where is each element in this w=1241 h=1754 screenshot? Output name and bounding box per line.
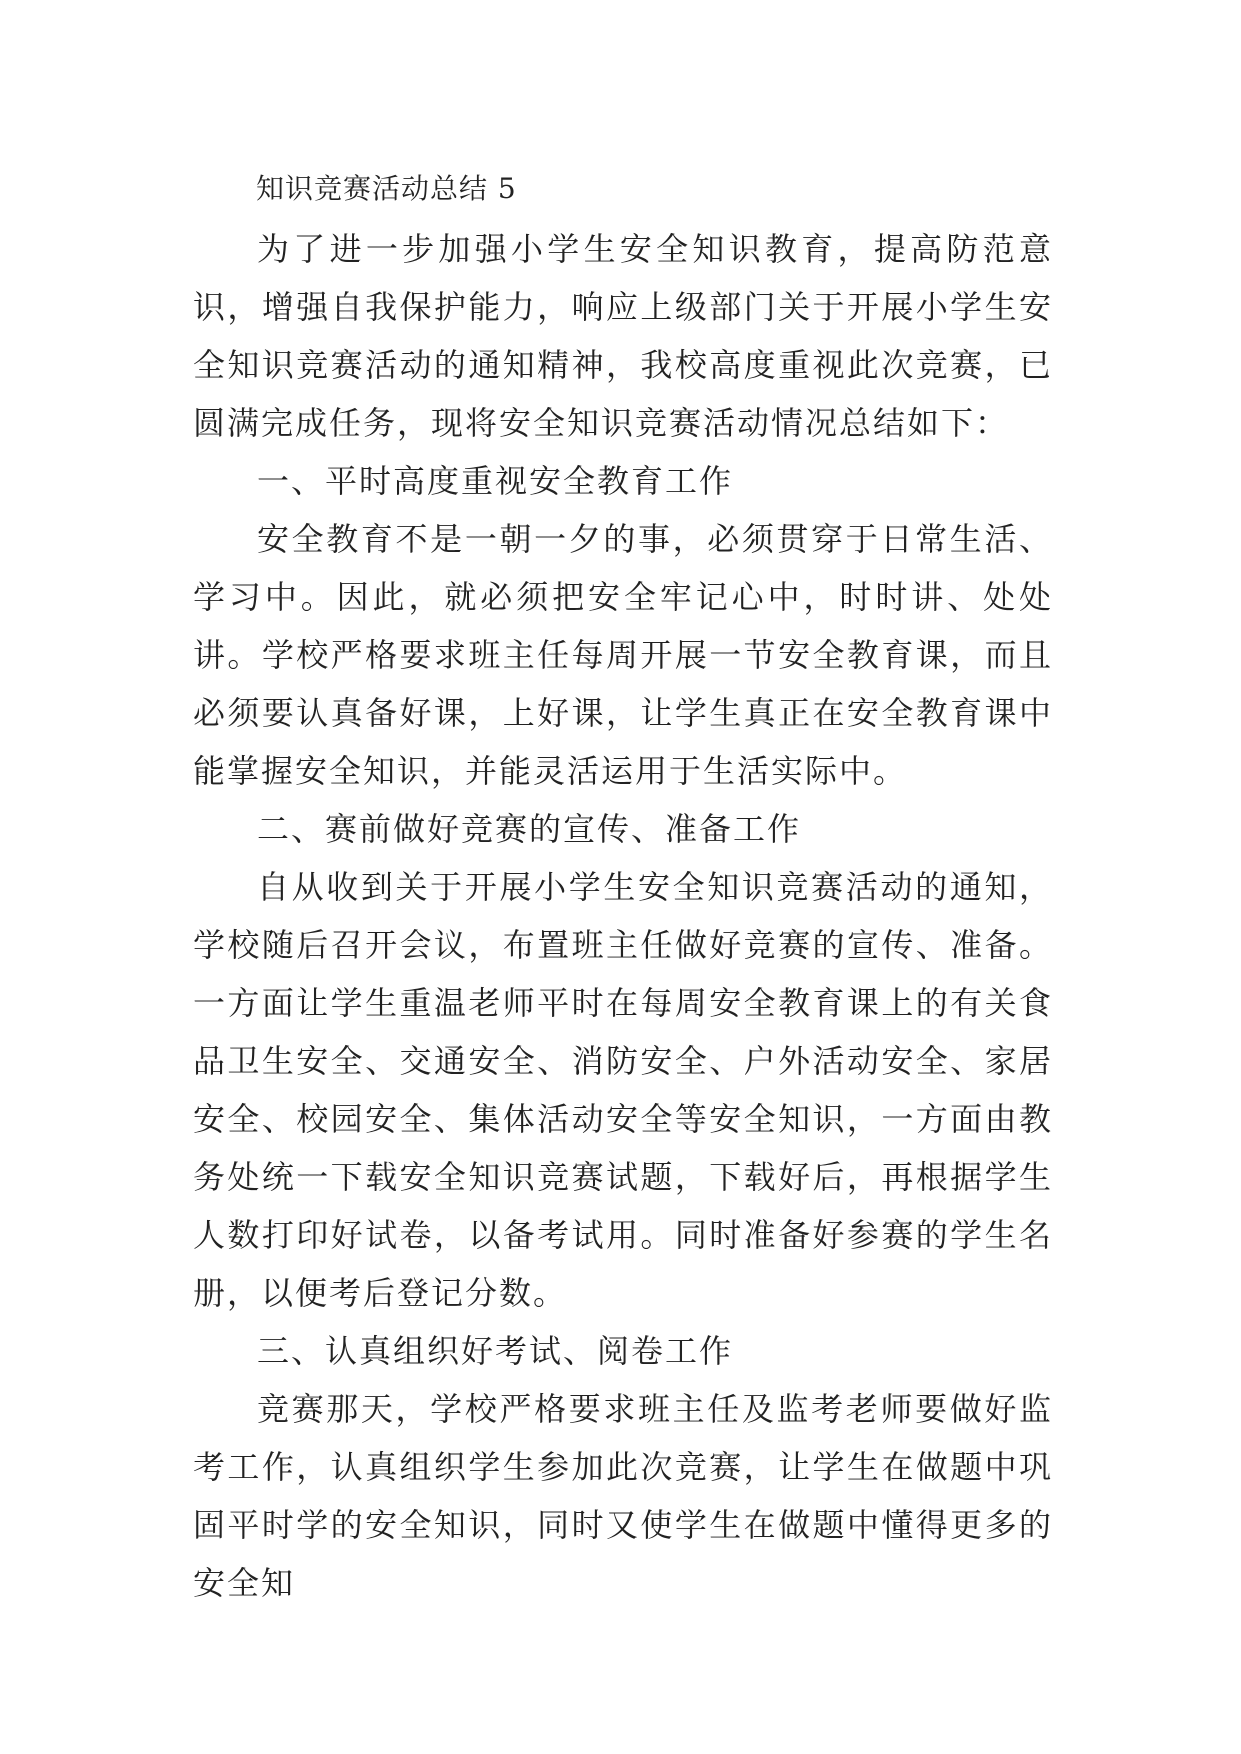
document-body bbox=[193, 160, 1053, 1612]
section-heading-2: 二、赛前做好竞赛的宣传、准备工作 bbox=[257, 810, 802, 848]
document-title: 知识竞赛活动总结 5 bbox=[256, 172, 517, 205]
section-heading-3: 三、认真组织好考试、阅卷工作 bbox=[257, 1332, 734, 1370]
section-3-paragraph: 竞赛那天，学校严格要求班主任及监考老师要做好监考工作，认真组织学生参加此次竞赛，让学生在做题中巩固平时学的安全知识，同时又使学生在做题中懂得更多的安全知 bbox=[193, 1390, 1053, 1602]
intro-paragraph: 为了进一步加强小学生安全知识教育，提高防范意识，增强自我保护能力，响应上级部门关于开展小学生安全知识竞赛活动的通知精神，我校高度重视此次竞赛，已圆满完成任务，现将安全知识竞赛活动情况总结如下： bbox=[193, 230, 1053, 442]
section-2-paragraph: 自从收到关于开展小学生安全知识竞赛活动的通知，学校随后召开会议，布置班主任做好竞赛的宣传、准备。一方面让学生重温老师平时在每周安全教育课上的有关食品卫生安全、交通安全、消防安全、户外活动安全、家居安全、校园安全、集体活动安全等安全知识，一方面由教务处统一下载安全知识竞赛试题，下载好后，再根据学生人数打印好试卷，以备考试用。同时准备好参赛的学生名册，以便考后登记分数。 bbox=[193, 868, 1053, 1312]
section-heading-1: 一、平时高度重视安全教育工作 bbox=[257, 462, 734, 500]
section-1-paragraph: 安全教育不是一朝一夕的事，必须贯穿于日常生活、学习中。因此，就必须把安全牢记心中，时时讲、处处讲。学校严格要求班主任每周开展一节安全教育课，而且必须要认真备好课，上好课，让学生真正在安全教育课中能掌握安全知识，并能灵活运用于生活实际中。 bbox=[193, 520, 1053, 790]
